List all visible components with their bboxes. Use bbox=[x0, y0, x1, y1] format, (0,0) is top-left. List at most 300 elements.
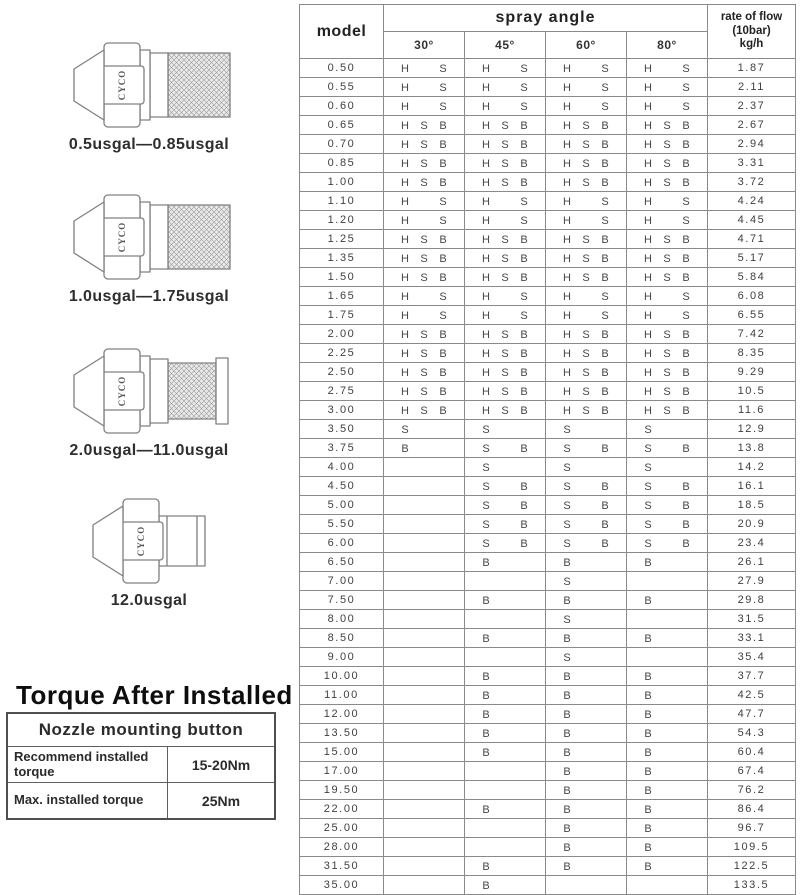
spray-type-cell bbox=[546, 154, 627, 173]
table-row bbox=[300, 363, 796, 382]
table-row bbox=[300, 515, 796, 534]
model-cell: 1.65 bbox=[300, 287, 384, 306]
spray-type-cell bbox=[546, 572, 627, 591]
spray-type-cell bbox=[627, 306, 708, 325]
spray-type-letter: S bbox=[420, 386, 428, 398]
spray-type-cell bbox=[384, 116, 465, 135]
spray-type-letter bbox=[499, 671, 512, 683]
spray-type-letter bbox=[580, 595, 593, 607]
spray-type-letter bbox=[499, 481, 512, 493]
figure-caption: 1.0usgal—1.75usgal bbox=[68, 288, 230, 305]
spray-type-letter bbox=[580, 538, 593, 550]
spray-type-cell bbox=[546, 553, 627, 572]
spray-type-letter: B bbox=[482, 804, 490, 816]
spray-type-letter: B bbox=[601, 158, 609, 170]
spray-type-letter: H bbox=[401, 101, 409, 113]
spray-type-letter: S bbox=[401, 424, 409, 436]
spray-type-cell bbox=[627, 173, 708, 192]
spray-type-letter bbox=[599, 766, 612, 778]
spray-type-letter: H bbox=[644, 386, 652, 398]
spray-type-cell bbox=[465, 344, 546, 363]
spray-type-cell bbox=[465, 762, 546, 781]
spray-type-cell bbox=[546, 211, 627, 230]
flow-rate-cell: 2.37 bbox=[708, 97, 796, 116]
spray-type-letter: B bbox=[563, 690, 571, 702]
spray-type-letter: B bbox=[520, 386, 528, 398]
spray-type-letter bbox=[499, 215, 512, 227]
spray-type-cell bbox=[546, 705, 627, 724]
spray-type-letter bbox=[499, 557, 512, 569]
spray-type-letter bbox=[580, 310, 593, 322]
spray-type-letter bbox=[599, 652, 612, 664]
spray-type-letter bbox=[580, 424, 593, 436]
spray-type-letter bbox=[661, 519, 674, 531]
spray-type-cell bbox=[546, 743, 627, 762]
spray-type-letter: B bbox=[682, 139, 690, 151]
spray-type-letter bbox=[680, 424, 693, 436]
spray-type-letter bbox=[661, 310, 674, 322]
spray-type-letter: B bbox=[520, 405, 528, 417]
spray-type-letter: H bbox=[401, 386, 409, 398]
spray-type-letter bbox=[661, 823, 674, 835]
flow-rate-cell: 7.42 bbox=[708, 325, 796, 344]
spray-type-letter: H bbox=[644, 253, 652, 265]
spray-type-letter bbox=[418, 443, 431, 455]
model-cell: 2.25 bbox=[300, 344, 384, 363]
spray-type-cell bbox=[465, 458, 546, 477]
model-cell: 1.50 bbox=[300, 268, 384, 287]
torque-value: 15-20Nm bbox=[168, 747, 276, 783]
spray-type-letter: S bbox=[501, 386, 509, 398]
flow-rate-cell: 4.71 bbox=[708, 230, 796, 249]
spray-type-cell bbox=[465, 59, 546, 78]
spray-type-letter: S bbox=[439, 291, 447, 303]
model-cell: 4.50 bbox=[300, 477, 384, 496]
flow-rate-cell: 9.29 bbox=[708, 363, 796, 382]
spray-type-letter: H bbox=[401, 177, 409, 189]
flow-rate-cell: 42.5 bbox=[708, 686, 796, 705]
spray-type-letter bbox=[661, 196, 674, 208]
spray-type-letter: H bbox=[644, 367, 652, 379]
spray-type-cell bbox=[546, 325, 627, 344]
spray-type-letter bbox=[418, 291, 431, 303]
flow-rate-cell: 6.55 bbox=[708, 306, 796, 325]
spray-type-letter: S bbox=[644, 500, 652, 512]
spray-type-letter bbox=[599, 823, 612, 835]
spray-type-letter: H bbox=[401, 82, 409, 94]
spray-type-letter: B bbox=[563, 766, 571, 778]
spray-type-cell bbox=[546, 230, 627, 249]
flow-rate-cell: 23.4 bbox=[708, 534, 796, 553]
spray-type-letter: H bbox=[482, 63, 490, 75]
spray-type-letter: H bbox=[482, 158, 490, 170]
spray-type-letter bbox=[580, 747, 593, 759]
spray-type-letter bbox=[499, 101, 512, 113]
flow-rate-cell: 31.5 bbox=[708, 610, 796, 629]
spray-type-letter: B bbox=[601, 538, 609, 550]
spray-type-letter: H bbox=[482, 272, 490, 284]
spray-type-cell bbox=[546, 534, 627, 553]
spray-type-letter: B bbox=[682, 500, 690, 512]
table-row bbox=[300, 97, 796, 116]
spray-type-letter bbox=[499, 728, 512, 740]
spray-type-cell bbox=[627, 838, 708, 857]
flow-rate-cell: 33.1 bbox=[708, 629, 796, 648]
spray-type-letter: B bbox=[601, 272, 609, 284]
flow-rate-cell: 8.35 bbox=[708, 344, 796, 363]
spray-type-cell bbox=[465, 477, 546, 496]
angle-header-30: 30° bbox=[384, 32, 465, 59]
spray-type-letter: B bbox=[644, 633, 652, 645]
spray-type-cell bbox=[465, 496, 546, 515]
torque-section-title: Torque After Installed bbox=[16, 680, 293, 710]
spray-type-letter: S bbox=[682, 196, 690, 208]
spray-type-cell bbox=[465, 876, 546, 895]
figure-caption: 0.5usgal—0.85usgal bbox=[68, 136, 230, 153]
spray-type-letter: S bbox=[563, 652, 571, 664]
rate-header-line3: kg/h bbox=[739, 38, 764, 51]
spray-type-letter: H bbox=[563, 329, 571, 341]
spray-type-letter: S bbox=[501, 234, 509, 246]
table-row bbox=[300, 553, 796, 572]
model-cell: 0.50 bbox=[300, 59, 384, 78]
spray-type-cell bbox=[546, 838, 627, 857]
flow-rate-cell: 13.8 bbox=[708, 439, 796, 458]
spray-type-letter: B bbox=[682, 367, 690, 379]
table-row bbox=[300, 743, 796, 762]
spray-type-cell bbox=[465, 781, 546, 800]
spray-type-letter bbox=[518, 728, 531, 740]
spray-type-cell bbox=[627, 705, 708, 724]
spray-type-letter: S bbox=[644, 481, 652, 493]
spray-type-letter: H bbox=[401, 329, 409, 341]
spray-type-letter: S bbox=[663, 234, 671, 246]
spray-type-letter: S bbox=[644, 519, 652, 531]
spray-type-cell bbox=[546, 724, 627, 743]
flow-rate-cell: 18.5 bbox=[708, 496, 796, 515]
table-row bbox=[300, 591, 796, 610]
spray-type-letter bbox=[680, 804, 693, 816]
spray-type-cell bbox=[384, 439, 465, 458]
spray-type-cell bbox=[627, 762, 708, 781]
spray-type-cell bbox=[384, 515, 465, 534]
spray-type-cell bbox=[384, 477, 465, 496]
spray-type-letter: S bbox=[420, 120, 428, 132]
spray-type-letter: B bbox=[601, 405, 609, 417]
spray-type-letter: B bbox=[563, 557, 571, 569]
spray-type-cell bbox=[627, 591, 708, 610]
flow-rate-cell: 4.45 bbox=[708, 211, 796, 230]
spray-type-letter bbox=[661, 690, 674, 702]
spray-type-letter: B bbox=[682, 348, 690, 360]
spray-type-letter bbox=[661, 481, 674, 493]
spray-type-letter: B bbox=[520, 481, 528, 493]
spray-type-letter bbox=[518, 690, 531, 702]
spray-type-letter: H bbox=[482, 82, 490, 94]
spray-type-letter: H bbox=[563, 101, 571, 113]
spray-type-letter: B bbox=[682, 481, 690, 493]
spray-type-letter bbox=[499, 633, 512, 645]
flow-rate-cell: 37.7 bbox=[708, 667, 796, 686]
spray-type-letter: S bbox=[601, 196, 609, 208]
spray-type-letter: S bbox=[439, 82, 447, 94]
spray-type-letter bbox=[661, 215, 674, 227]
model-cell: 3.00 bbox=[300, 401, 384, 420]
spray-type-letter: B bbox=[601, 120, 609, 132]
model-cell: 2.50 bbox=[300, 363, 384, 382]
spray-type-letter bbox=[499, 690, 512, 702]
table-row bbox=[300, 876, 796, 895]
spray-type-cell bbox=[384, 534, 465, 553]
spray-type-letter bbox=[661, 82, 674, 94]
model-cell: 1.75 bbox=[300, 306, 384, 325]
cone-tip-shape bbox=[93, 506, 123, 576]
spray-type-letter: S bbox=[439, 63, 447, 75]
spray-type-letter: B bbox=[563, 747, 571, 759]
spray-type-letter bbox=[661, 538, 674, 550]
flow-rate-cell: 5.84 bbox=[708, 268, 796, 287]
spray-type-letter: H bbox=[482, 101, 490, 113]
spray-type-cell bbox=[465, 78, 546, 97]
spray-type-cell bbox=[384, 287, 465, 306]
spray-angle-group-header: spray angle bbox=[384, 5, 708, 32]
spray-type-letter bbox=[661, 861, 674, 873]
spray-type-cell bbox=[627, 325, 708, 344]
spray-type-letter: H bbox=[482, 310, 490, 322]
spray-type-cell bbox=[465, 800, 546, 819]
spray-type-letter: S bbox=[682, 291, 690, 303]
spray-type-letter: S bbox=[501, 177, 509, 189]
spray-type-cell bbox=[627, 629, 708, 648]
spray-type-cell bbox=[384, 838, 465, 857]
spray-type-letter bbox=[661, 500, 674, 512]
spray-type-letter: S bbox=[420, 253, 428, 265]
spray-type-cell bbox=[384, 553, 465, 572]
spray-type-cell bbox=[465, 192, 546, 211]
spray-type-letter: B bbox=[644, 747, 652, 759]
spray-type-letter: H bbox=[644, 405, 652, 417]
spray-type-letter bbox=[661, 291, 674, 303]
spray-type-letter bbox=[580, 766, 593, 778]
spray-type-letter bbox=[418, 215, 431, 227]
mesh-filter-shape bbox=[168, 205, 230, 269]
spray-type-letter: S bbox=[601, 215, 609, 227]
table-row bbox=[300, 420, 796, 439]
spray-type-letter: S bbox=[663, 367, 671, 379]
spray-type-letter: B bbox=[682, 158, 690, 170]
model-cell: 6.00 bbox=[300, 534, 384, 553]
spray-type-letter bbox=[518, 595, 531, 607]
spray-type-letter: H bbox=[482, 348, 490, 360]
spray-type-cell bbox=[465, 230, 546, 249]
spray-type-letter: B bbox=[482, 861, 490, 873]
spray-type-cell bbox=[384, 363, 465, 382]
spray-type-cell bbox=[465, 667, 546, 686]
spray-type-letter bbox=[580, 519, 593, 531]
spray-type-cell bbox=[627, 249, 708, 268]
spray-type-letter: B bbox=[520, 253, 528, 265]
spray-type-cell bbox=[546, 268, 627, 287]
spray-type-cell bbox=[546, 306, 627, 325]
spray-type-cell bbox=[384, 819, 465, 838]
spray-type-letter bbox=[680, 728, 693, 740]
spray-type-letter bbox=[499, 196, 512, 208]
spray-type-letter: H bbox=[563, 196, 571, 208]
spray-type-letter bbox=[499, 82, 512, 94]
spray-type-letter: S bbox=[439, 196, 447, 208]
spray-type-letter bbox=[418, 196, 431, 208]
spray-type-letter bbox=[580, 291, 593, 303]
spray-type-cell bbox=[465, 838, 546, 857]
spray-type-cell bbox=[384, 667, 465, 686]
spray-type-letter bbox=[680, 595, 693, 607]
model-cell: 13.50 bbox=[300, 724, 384, 743]
nozzle-drawing-large-range bbox=[64, 346, 234, 436]
table-row bbox=[300, 230, 796, 249]
table-row bbox=[300, 211, 796, 230]
spray-type-letter bbox=[499, 861, 512, 873]
spray-type-letter bbox=[580, 462, 593, 474]
table-row bbox=[300, 344, 796, 363]
spray-type-letter: S bbox=[582, 386, 590, 398]
spray-type-letter: B bbox=[601, 519, 609, 531]
spray-type-letter: B bbox=[482, 880, 490, 892]
spray-type-letter: S bbox=[420, 177, 428, 189]
flow-rate-cell: 2.94 bbox=[708, 135, 796, 154]
spray-type-letter bbox=[599, 557, 612, 569]
spray-type-letter: H bbox=[401, 272, 409, 284]
spray-type-letter: B bbox=[601, 443, 609, 455]
spray-type-cell bbox=[627, 648, 708, 667]
spray-type-cell bbox=[384, 154, 465, 173]
spray-type-letter bbox=[680, 709, 693, 721]
spray-type-letter: B bbox=[439, 253, 447, 265]
flow-rate-cell: 54.3 bbox=[708, 724, 796, 743]
spray-type-letter bbox=[661, 728, 674, 740]
spray-type-letter: H bbox=[563, 348, 571, 360]
spray-type-letter: S bbox=[420, 139, 428, 151]
spray-type-letter: S bbox=[482, 519, 490, 531]
nozzle-figure-1 bbox=[0, 40, 298, 154]
flow-rate-cell: 109.5 bbox=[708, 838, 796, 857]
spray-type-cell bbox=[627, 667, 708, 686]
spray-type-cell bbox=[546, 819, 627, 838]
spray-type-letter: H bbox=[401, 291, 409, 303]
mesh-filter-shape bbox=[168, 53, 230, 117]
spray-type-letter: B bbox=[563, 671, 571, 683]
spray-type-cell bbox=[465, 363, 546, 382]
spray-type-cell bbox=[627, 382, 708, 401]
spray-type-letter: S bbox=[644, 443, 652, 455]
model-cell: 6.50 bbox=[300, 553, 384, 572]
spray-type-letter: S bbox=[501, 120, 509, 132]
spray-type-letter bbox=[680, 785, 693, 797]
table-row bbox=[300, 819, 796, 838]
model-cell: 1.10 bbox=[300, 192, 384, 211]
spray-type-letter: S bbox=[644, 538, 652, 550]
spray-type-cell bbox=[546, 59, 627, 78]
model-cell: 0.70 bbox=[300, 135, 384, 154]
spray-type-cell bbox=[465, 249, 546, 268]
spray-type-letter: B bbox=[601, 253, 609, 265]
spray-type-cell bbox=[627, 154, 708, 173]
spray-type-cell bbox=[384, 230, 465, 249]
spray-type-letter bbox=[680, 690, 693, 702]
flow-rate-cell: 29.8 bbox=[708, 591, 796, 610]
spray-type-letter: S bbox=[563, 481, 571, 493]
flow-rate-cell: 4.24 bbox=[708, 192, 796, 211]
spray-type-cell bbox=[546, 629, 627, 648]
spray-type-letter: B bbox=[644, 861, 652, 873]
spray-type-cell bbox=[465, 97, 546, 116]
model-cell: 12.00 bbox=[300, 705, 384, 724]
model-cell: 1.20 bbox=[300, 211, 384, 230]
spray-type-letter: B bbox=[520, 158, 528, 170]
spray-type-letter: H bbox=[401, 310, 409, 322]
spray-type-letter bbox=[580, 215, 593, 227]
spray-type-letter: H bbox=[563, 291, 571, 303]
spray-type-cell bbox=[546, 648, 627, 667]
spray-type-cell bbox=[384, 325, 465, 344]
spray-type-letter: S bbox=[582, 329, 590, 341]
spray-type-letter: S bbox=[482, 500, 490, 512]
spray-type-cell bbox=[627, 287, 708, 306]
spray-type-letter: B bbox=[482, 633, 490, 645]
spray-type-letter bbox=[680, 462, 693, 474]
spray-type-letter: S bbox=[601, 63, 609, 75]
spray-type-letter: S bbox=[439, 310, 447, 322]
spray-type-letter bbox=[518, 424, 531, 436]
spray-type-letter bbox=[680, 842, 693, 854]
spray-type-letter: H bbox=[563, 120, 571, 132]
flow-rate-cell: 11.6 bbox=[708, 401, 796, 420]
spray-type-letter: H bbox=[482, 329, 490, 341]
model-cell: 1.00 bbox=[300, 173, 384, 192]
spray-type-letter: H bbox=[482, 386, 490, 398]
flow-rate-cell: 10.5 bbox=[708, 382, 796, 401]
spray-type-cell bbox=[627, 78, 708, 97]
spray-type-cell bbox=[546, 287, 627, 306]
spray-type-cell bbox=[384, 610, 465, 629]
spray-type-cell bbox=[546, 97, 627, 116]
spray-type-letter: H bbox=[401, 139, 409, 151]
spray-type-letter: S bbox=[563, 500, 571, 512]
spray-type-letter: H bbox=[644, 101, 652, 113]
spray-type-letter: H bbox=[401, 405, 409, 417]
table-row bbox=[300, 78, 796, 97]
spray-type-letter: B bbox=[439, 405, 447, 417]
spray-type-letter: H bbox=[482, 177, 490, 189]
model-cell: 19.50 bbox=[300, 781, 384, 800]
spray-type-letter bbox=[661, 709, 674, 721]
spray-type-letter bbox=[580, 443, 593, 455]
spray-type-letter: S bbox=[601, 291, 609, 303]
spray-type-cell bbox=[546, 591, 627, 610]
spray-type-cell bbox=[384, 173, 465, 192]
spray-type-letter: S bbox=[663, 139, 671, 151]
spray-type-cell bbox=[465, 268, 546, 287]
spray-type-cell bbox=[627, 477, 708, 496]
flow-rate-cell: 5.17 bbox=[708, 249, 796, 268]
torque-label: Recommend installed torque bbox=[7, 747, 168, 783]
spray-type-letter: H bbox=[644, 82, 652, 94]
spray-type-cell bbox=[465, 439, 546, 458]
spray-type-letter: B bbox=[439, 139, 447, 151]
spray-type-letter bbox=[680, 823, 693, 835]
spray-type-cell bbox=[384, 591, 465, 610]
spray-type-letter: H bbox=[644, 215, 652, 227]
spray-type-cell bbox=[384, 724, 465, 743]
